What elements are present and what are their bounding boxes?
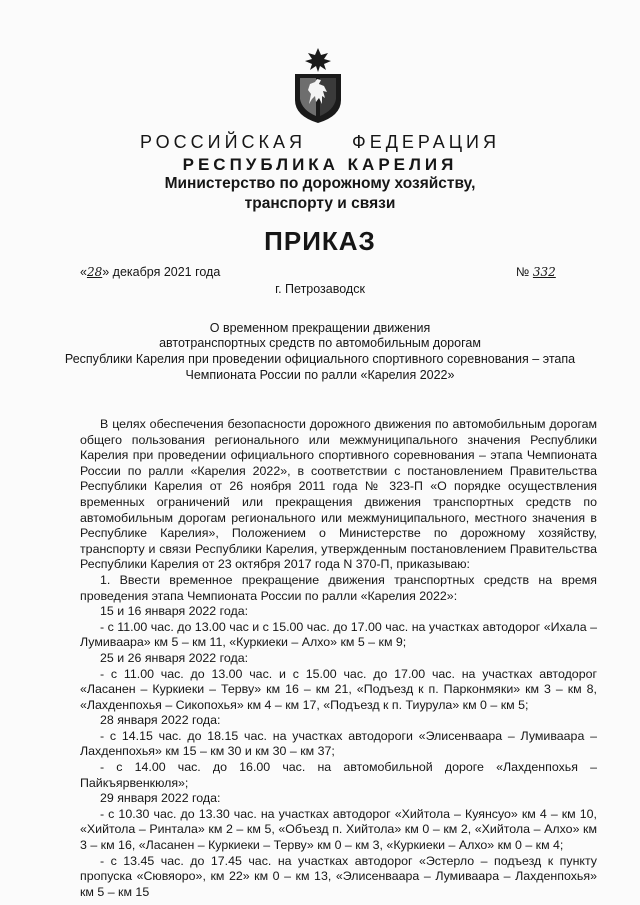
- subject-line-1: О временном прекращении движения: [209, 321, 431, 335]
- document-city: г. Петрозаводск: [275, 282, 365, 296]
- body-paragraph: В целях обеспечения безопасности дорожного движения по автомобильным дорогам общего пользования регионального или межмуниципального значения Республики Карелия при проведении официального спортивного соревнования – этапа Чемпионата России по ралли «Карелия 2022», в соответствии с постановлением Правительства Республики Карелия от 26 ноября 2011 года № 323-П «О порядке осуществления временных ограничений или прекращения движения транспортных средств по автомобильным дорогам регионального или межмуниципального, местного значения в Республике Карелия», Положением о Министерстве по дорожному хозяйству, транспорту и связи Республики Карелия, утвержденным постановлением Правительства Республики Карелия от 23 октября 2017 года N 370-П, приказываю:: [80, 417, 597, 572]
- body-paragraph: - с 13.45 час. до 17.45 час. на участках автодорог «Эстерло – подъезд к пункту пропуска «Сювяоро», км 22» км 0 – км 13, «Элисенваара – Лумиваара – Лахденпохья» км 5 – км 15: [80, 853, 597, 899]
- body-paragraph: - с 14.00 час. до 16.00 час. на автомобильной дороге «Лахденпохья – Пайкъярвенкюля»;: [80, 760, 597, 790]
- document-number: № 332: [516, 265, 556, 279]
- body-paragraph: 1. Ввести временное прекращение движения транспортных средств на время проведения этапа Чемпионата России по ралли «Карелия 2022»:: [80, 572, 597, 603]
- body-paragraph: - с 11.00 час. до 13.00 час. и с 15.00 час. до 17.00 час. на участках автодорог «Ласанен – Куркиеки – Терву» км 16 – км 21, «Подъезд к п. Парконмяки» км 3 – км 8, «Лахденпохья – Сикопохья» км 4 – км 17, «Подъезд к п. Тиурула» км 0 – км 5;: [80, 666, 597, 712]
- ministry-line-2: транспорту и связи: [244, 195, 396, 212]
- subject-line-2: автотранспортных средств по автомобильным дорогам: [159, 336, 481, 350]
- document-type-title: ПРИКАЗ: [264, 226, 376, 256]
- handwritten-day: 28: [86, 265, 103, 279]
- body-paragraph: - с 11.00 час. до 13.00 час и с 15.00 час. до 17.00 час. на участках автодорог «Ихала – Лумиваара» км 5 – км 11, «Куркиеки – Алхо» км 5 – км 9;: [80, 619, 597, 650]
- body-paragraph: 29 января 2022 года:: [100, 791, 221, 806]
- karelia-coat-of-arms: [291, 46, 345, 124]
- country-line: РОССИЙСКАЯ ФЕДЕРАЦИЯ: [140, 132, 500, 152]
- document-date: «28» декабря 2021 года: [80, 265, 221, 279]
- body-paragraph: - с 10.30 час. до 13.30 час. на участках автодорог «Хийтола – Куянсуо» км 4 – км 10, «Хийтола – Ринтала» км 2 – км 5, «Объезд п. Хийтола» км 0 – км 2, «Хийтола – Алхо» км 3 – км 16, «Ласанен – Куркиеки – Терву» км 0 – км 3, «Куркиеки – Алхо» км 0 – км 4;: [80, 806, 597, 853]
- body-paragraph: 28 января 2022 года:: [100, 713, 221, 728]
- body-paragraph: 25 и 26 января 2022 года:: [100, 650, 249, 665]
- republic-line: РЕСПУБЛИКА КАРЕЛИЯ: [182, 155, 458, 174]
- body-paragraph: - с 14.15 час. до 18.15 час. на участках автодороги «Элисенваара – Лумиваара – Лахденпохья» км 15 – км 30 и км 30 – км 37;: [80, 728, 597, 759]
- body-paragraph: 15 и 16 января 2022 года:: [100, 604, 249, 619]
- order-body: [80, 417, 597, 900]
- subject-line-4: Чемпионата России по ралли «Карелия 2022»: [185, 368, 455, 382]
- subject-line-3: Республики Карелия при проведении официального спортивного соревнования – этапа: [64, 352, 576, 366]
- handwritten-number: 332: [532, 265, 556, 279]
- ministry-line-1: Министерство по дорожному хозяйству,: [164, 175, 476, 192]
